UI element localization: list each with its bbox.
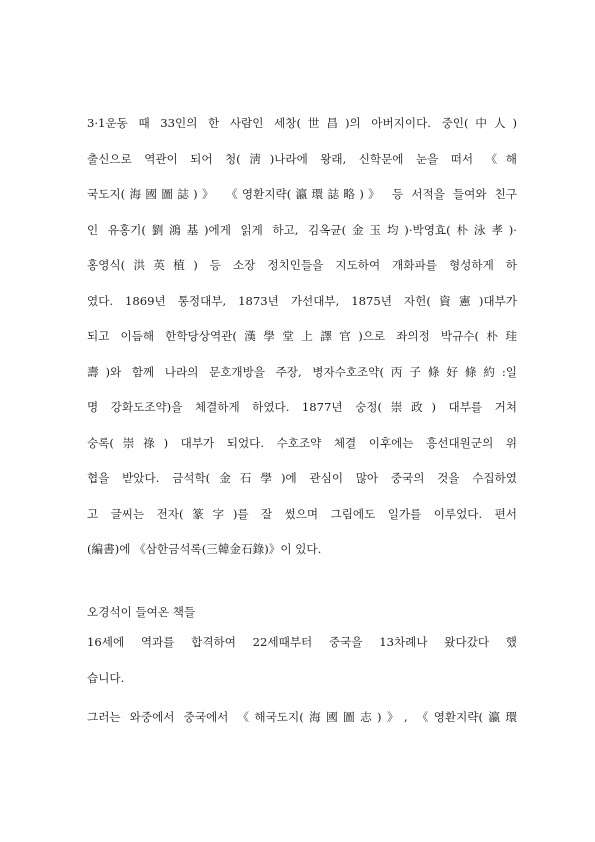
paragraph-line: 16세에 역과를 합격하여 22세때부터 중국을 13차례나 왔다갔다 했 — [87, 635, 517, 649]
paragraph-line: 명 강화도조약)을 체결하게 하였다. 1877년 숭정(崇政) 대부를 거쳐 — [87, 400, 517, 414]
paragraph-line: 3·1운동 때 33인의 한 사람인 세창(世昌)의 아버지이다. 중인(中人) — [87, 116, 517, 130]
paragraph-line: (編書)에 《삼한금석록(三韓金石錄)》이 있다. — [87, 542, 322, 556]
paragraph-line: 되고 이듬해 한학당상역관(漢學堂上譯官)으로 좌의정 박규수(朴珪 — [87, 329, 517, 343]
paragraph-line: 인 유홍기(劉鴻基)에게 읽게 하고, 김옥균(金玉均)·박영효(朴泳孝)· — [87, 223, 517, 237]
paragraph-line: 숭록(崇祿) 대부가 되었다. 수호조약 체결 이후에는 흥선대원군의 위 — [87, 436, 517, 450]
paragraph-line: 습니다. — [87, 671, 125, 685]
paragraph-line: 협을 받았다. 금석학(金石學)에 관심이 많아 중국의 것을 수집하였 — [87, 471, 517, 485]
paragraph-line: 였다. 1869년 통정대부, 1873년 가선대부, 1875년 자헌(資憲)대부가 — [87, 294, 517, 308]
paragraph-line: 홍영식(洪英植) 등 소장 정치인들을 지도하여 개화파를 형성하게 하 — [87, 258, 517, 272]
paragraph-line: 고 글씨는 전자(篆字)를 잘 썼으며 그림에도 일가를 이루었다. 편서 — [87, 507, 517, 521]
section-heading: 오경석이 들여온 책들 — [87, 605, 196, 619]
paragraph-line: 출신으로 역관이 되어 청(淸)나라에 왕래, 신학문에 눈을 떠서 《해 — [87, 152, 517, 166]
paragraph-line: 壽)와 함께 나라의 문호개방을 주장, 병자수호조약(丙子條好條約:일 — [87, 365, 517, 379]
paragraph-line: 그러는 와중에서 중국에서 《해국도지(海國圖志)》, 《영환지략(瀛環 — [87, 710, 517, 724]
paragraph-line: 국도지(海國圖誌)》 《영환지략(瀛環誌略)》 등 서적을 들여와 친구 — [87, 187, 517, 201]
